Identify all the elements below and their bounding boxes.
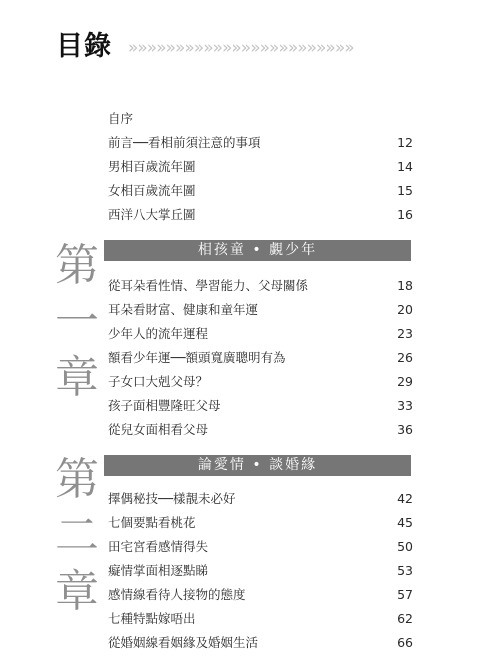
- chapter-number-char: 第: [55, 454, 99, 505]
- chapter-number-char: 一: [55, 296, 99, 347]
- chapter-number-char: 二: [55, 510, 99, 561]
- toc-entry[interactable]: [108, 372, 413, 392]
- toc-entry[interactable]: [108, 109, 413, 129]
- toc-entry-label: 從婚姻線看姻緣及婚姻生活: [108, 635, 259, 650]
- toc-entry-page: 23: [397, 326, 413, 341]
- toc-entry[interactable]: [108, 633, 413, 653]
- header-arrow-decoration: »»»»»»»»»»»»»»»»»»»»»»»»: [128, 38, 354, 58]
- toc-entry[interactable]: [108, 324, 413, 344]
- toc-entry-label: 田宅宮看感情得失: [108, 539, 209, 554]
- chapter-number-char: 章: [55, 566, 99, 617]
- toc-entry-label: 女相百歲流年圖: [108, 183, 196, 198]
- chapter-number-char: 第: [55, 240, 99, 291]
- toc-entry-page: 36: [397, 422, 413, 437]
- page-header: [56, 30, 485, 64]
- chapter-number-char: 章: [55, 352, 99, 403]
- toc-entry[interactable]: [108, 133, 413, 153]
- toc-entry-page: 42: [397, 491, 413, 506]
- toc-entry-page: 57: [397, 587, 413, 602]
- toc-entry[interactable]: [108, 561, 413, 581]
- chapter-1-banner: 相孩童 • 覷少年: [104, 240, 411, 261]
- toc-entry[interactable]: [108, 348, 413, 368]
- toc-entry-label: 感情線看待人接物的態度: [108, 587, 246, 602]
- toc-entry-label: 七種特點嫁唔出: [108, 611, 196, 626]
- toc-entry-label: 耳朵看財富、健康和童年運: [108, 302, 259, 317]
- toc-entry-label: 男相百歲流年圖: [108, 159, 196, 174]
- chapter-1-number: [52, 238, 102, 406]
- toc-entry-label: 癡情掌面相逐點睇: [108, 563, 209, 578]
- toc-entry[interactable]: [108, 300, 413, 320]
- toc-entry[interactable]: [108, 157, 413, 177]
- toc-entry-label: 孩子面相豐隆旺父母: [108, 398, 221, 413]
- toc-entry-label: 子女口大剋父母？: [108, 374, 209, 389]
- toc-entry-label: 額看少年運──額頭寬廣聰明有為: [108, 350, 286, 365]
- chapter-2-banner: 論愛情 • 談婚緣: [104, 455, 411, 476]
- toc-entry-page: 12: [397, 135, 413, 150]
- toc-entry-page: 62: [397, 611, 413, 626]
- toc-entry[interactable]: [108, 513, 413, 533]
- toc-entry-page: 26: [397, 350, 413, 365]
- toc-entry-page: 20: [397, 302, 413, 317]
- toc-entry-page: 66: [397, 635, 413, 650]
- toc-entry-page: 33: [397, 398, 413, 413]
- toc-entry-page: 29: [397, 374, 413, 389]
- toc-entry-page: 16: [397, 207, 413, 222]
- toc-entry-label: 擇偶秘技──樣靚未必好: [108, 491, 236, 506]
- page-title: 目錄: [56, 31, 112, 62]
- toc-entry[interactable]: [108, 181, 413, 201]
- toc-entry-label: 七個要點看桃花: [108, 515, 196, 530]
- toc-entry[interactable]: [108, 585, 413, 605]
- toc-entry-page: 18: [397, 278, 413, 293]
- toc-entry[interactable]: [108, 489, 413, 509]
- toc-entry-label: 自序: [108, 111, 134, 126]
- toc-entry-page: 45: [397, 515, 413, 530]
- toc-entry-label: 從兒女面相看父母: [108, 422, 209, 437]
- toc-entry[interactable]: [108, 396, 413, 416]
- toc-entry-label: 從耳朵看性情、學習能力、父母關係: [108, 278, 309, 293]
- toc-entry[interactable]: [108, 276, 413, 296]
- toc-entry[interactable]: [108, 609, 413, 629]
- toc-entry-page: 15: [397, 183, 413, 198]
- toc-entry-page: 53: [397, 563, 413, 578]
- toc-entry[interactable]: [108, 420, 413, 440]
- toc-entry-label: 西洋八大掌丘圖: [108, 207, 196, 222]
- toc-entry-page: 14: [397, 159, 413, 174]
- toc-entry-page: 50: [397, 539, 413, 554]
- toc-entry[interactable]: [108, 205, 413, 225]
- toc-entry[interactable]: [108, 537, 413, 557]
- chapter-2-number: [52, 452, 102, 620]
- toc-entry-label: 少年人的流年運程: [108, 326, 209, 341]
- toc-entry-label: 前言──看相前須注意的事項: [108, 135, 261, 150]
